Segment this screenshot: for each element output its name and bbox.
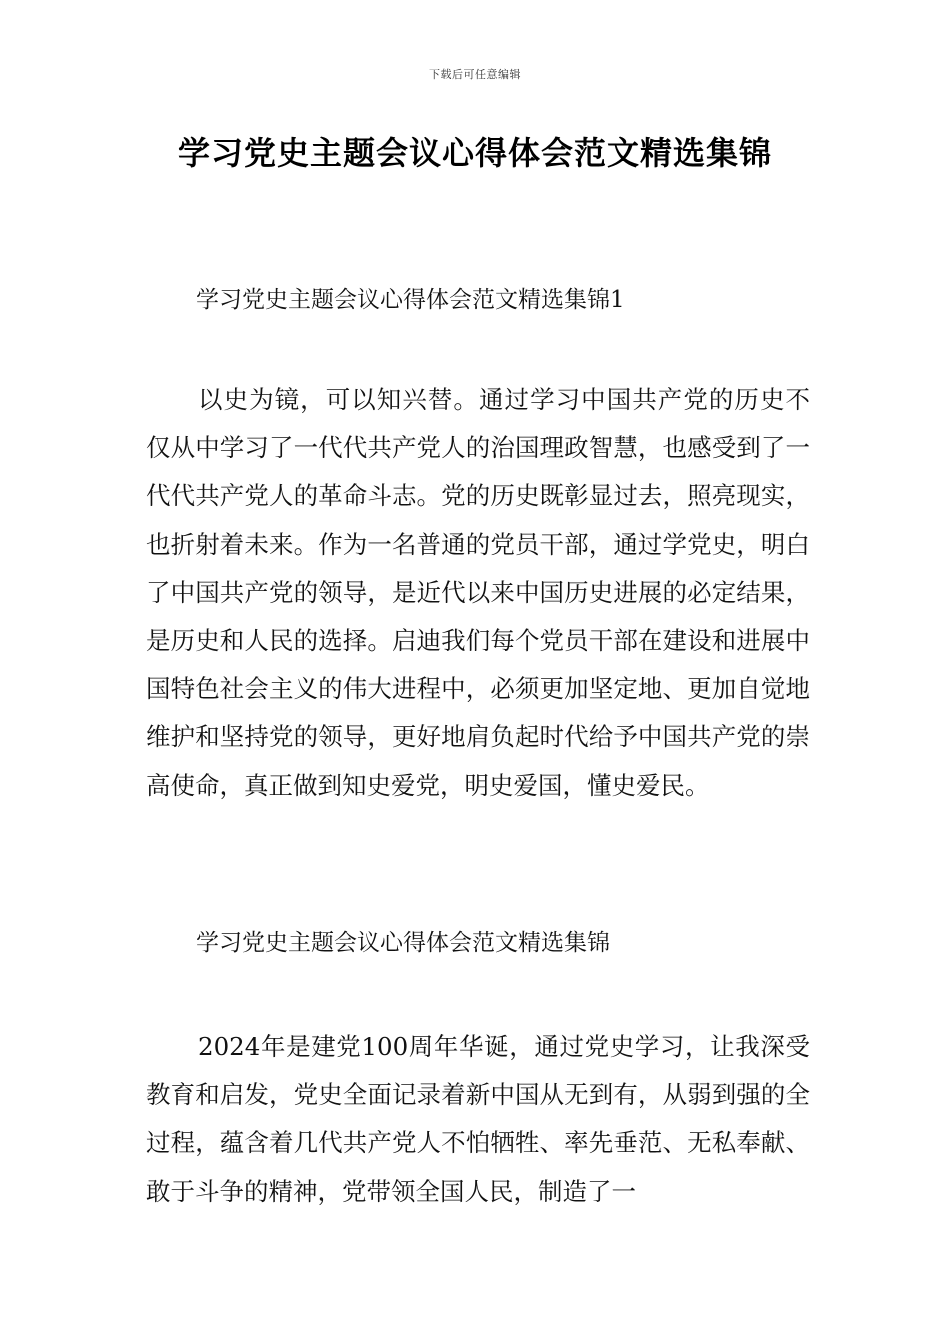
section-heading-2: 学习党史主题会议心得体会范文精选集锦 — [196, 930, 610, 956]
section-paragraph-1: 以史为镜，可以知兴替。通过学习中国共产党的历史不仅从中学习了一代代共产党人的治国理政智慧，也感受到了一代代共产党人的革命斗志。党的历史既彰显过去，照亮现实，也折射着未来。作为一名普通的党员干部，通过学党史，明白了中国共产党的领导，是近代以来中国历史进展的必定结果，是历史和人民的选择。启迪我们每个党员干部在建设和进展中国特色社会主义的伟大进程中，必须更加坚定地、更加自觉地维护和坚持党的领导，更好地肩负起时代给予中国共产党的崇高使命，真正做到知史爱党，明史爱国，懂史爱民。 — [146, 385, 810, 800]
document-title: 学习党史主题会议心得体会范文精选集锦 — [177, 134, 772, 172]
section-paragraph-2: 2024年是建党100周年华诞，通过党史学习，让我深受教育和启发，党史全面记录着新中国从无到有，从弱到强的全过程，蕴含着几代共产党人不怕牺牲、率先垂范、无私奉献、敢于斗争的精神，党带领全国人民，制造了一 — [146, 1032, 810, 1206]
header-note: 下载后可任意编辑 — [429, 68, 521, 81]
section-heading-1: 学习党史主题会议心得体会范文精选集锦1 — [196, 287, 625, 313]
